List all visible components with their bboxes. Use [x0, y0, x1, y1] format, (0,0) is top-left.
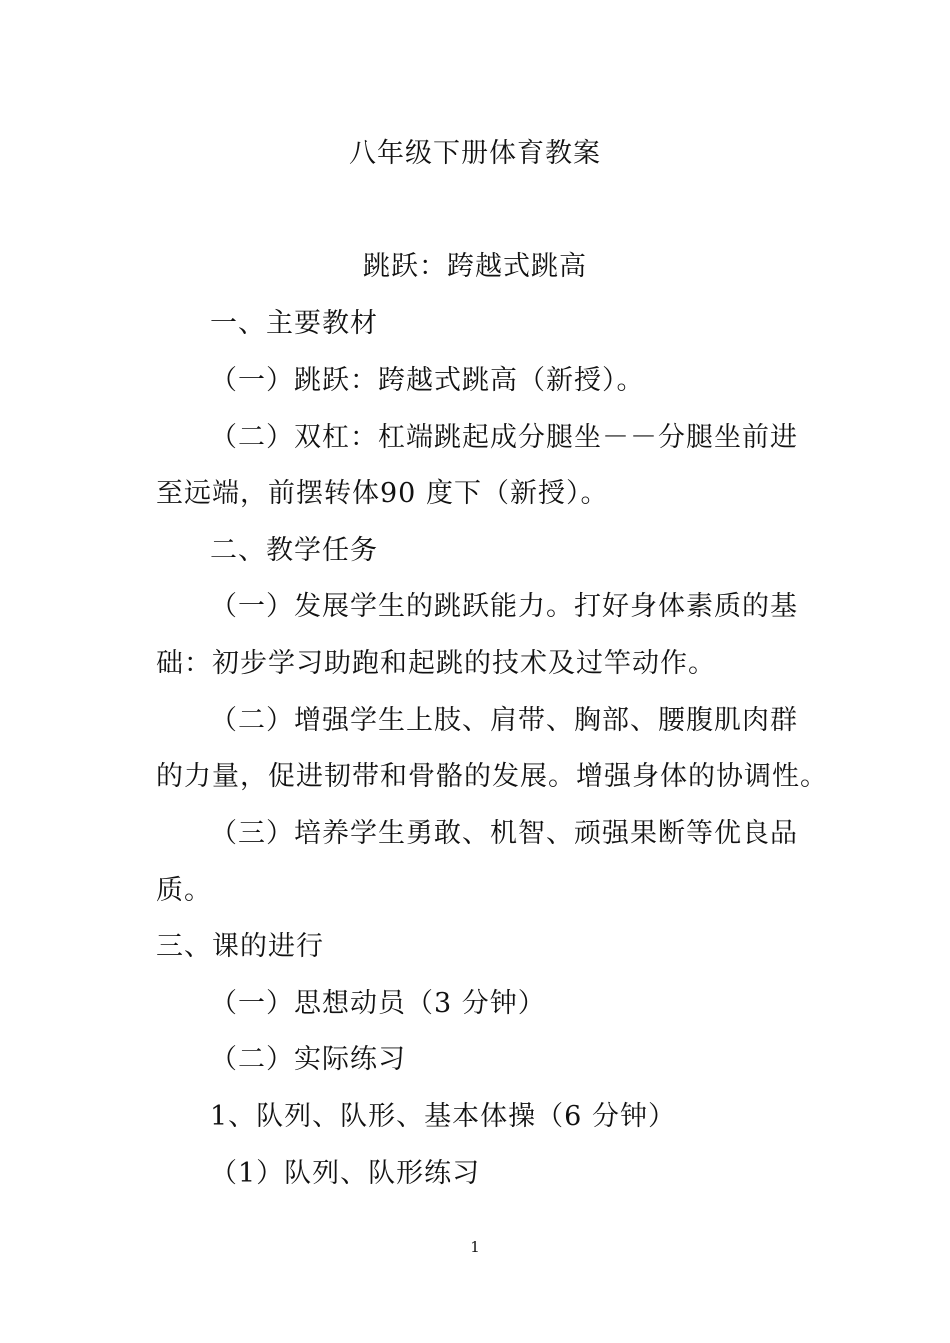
- paragraph-line: 1、队列、队形、基本体操（6 分钟）: [210, 1101, 676, 1132]
- paragraph-line: （二）增强学生上肢、肩带、胸部、腰腹肌肉群: [210, 705, 798, 736]
- document-subtitle: 跳跃：跨越式跳高: [363, 251, 587, 282]
- section-heading-lesson-progress: 三、课的进行: [156, 931, 324, 962]
- document-title: 八年级下册体育教案: [349, 138, 601, 169]
- page-number: 1: [470, 1238, 480, 1256]
- paragraph-line: （一）思想动员（3 分钟）: [210, 988, 546, 1019]
- paragraph-line: 础：初步学习助跑和起跳的技术及过竿动作。: [156, 648, 716, 679]
- paragraph-line: （三）培养学生勇敢、机智、顽强果断等优良品: [210, 818, 798, 849]
- paragraph-line: （一）发展学生的跳跃能力。打好身体素质的基: [210, 591, 798, 622]
- paragraph-line: 的力量，促进韧带和骨骼的发展。增强身体的协调性。: [156, 761, 828, 792]
- paragraph-line: （1）队列、队形练习: [210, 1158, 481, 1189]
- section-heading-teaching-tasks: 二、教学任务: [210, 535, 378, 566]
- paragraph-line: 至远端，前摆转体90 度下（新授）。: [156, 478, 609, 509]
- paragraph-line: 质。: [156, 875, 212, 906]
- section-heading-main-materials: 一、主要教材: [210, 308, 378, 339]
- paragraph-line: （一）跳跃：跨越式跳高（新授）。: [210, 365, 645, 396]
- paragraph-line: （二）实际练习: [210, 1044, 406, 1075]
- paragraph-line: （二）双杠：杠端跳起成分腿坐－－分腿坐前进: [210, 422, 798, 453]
